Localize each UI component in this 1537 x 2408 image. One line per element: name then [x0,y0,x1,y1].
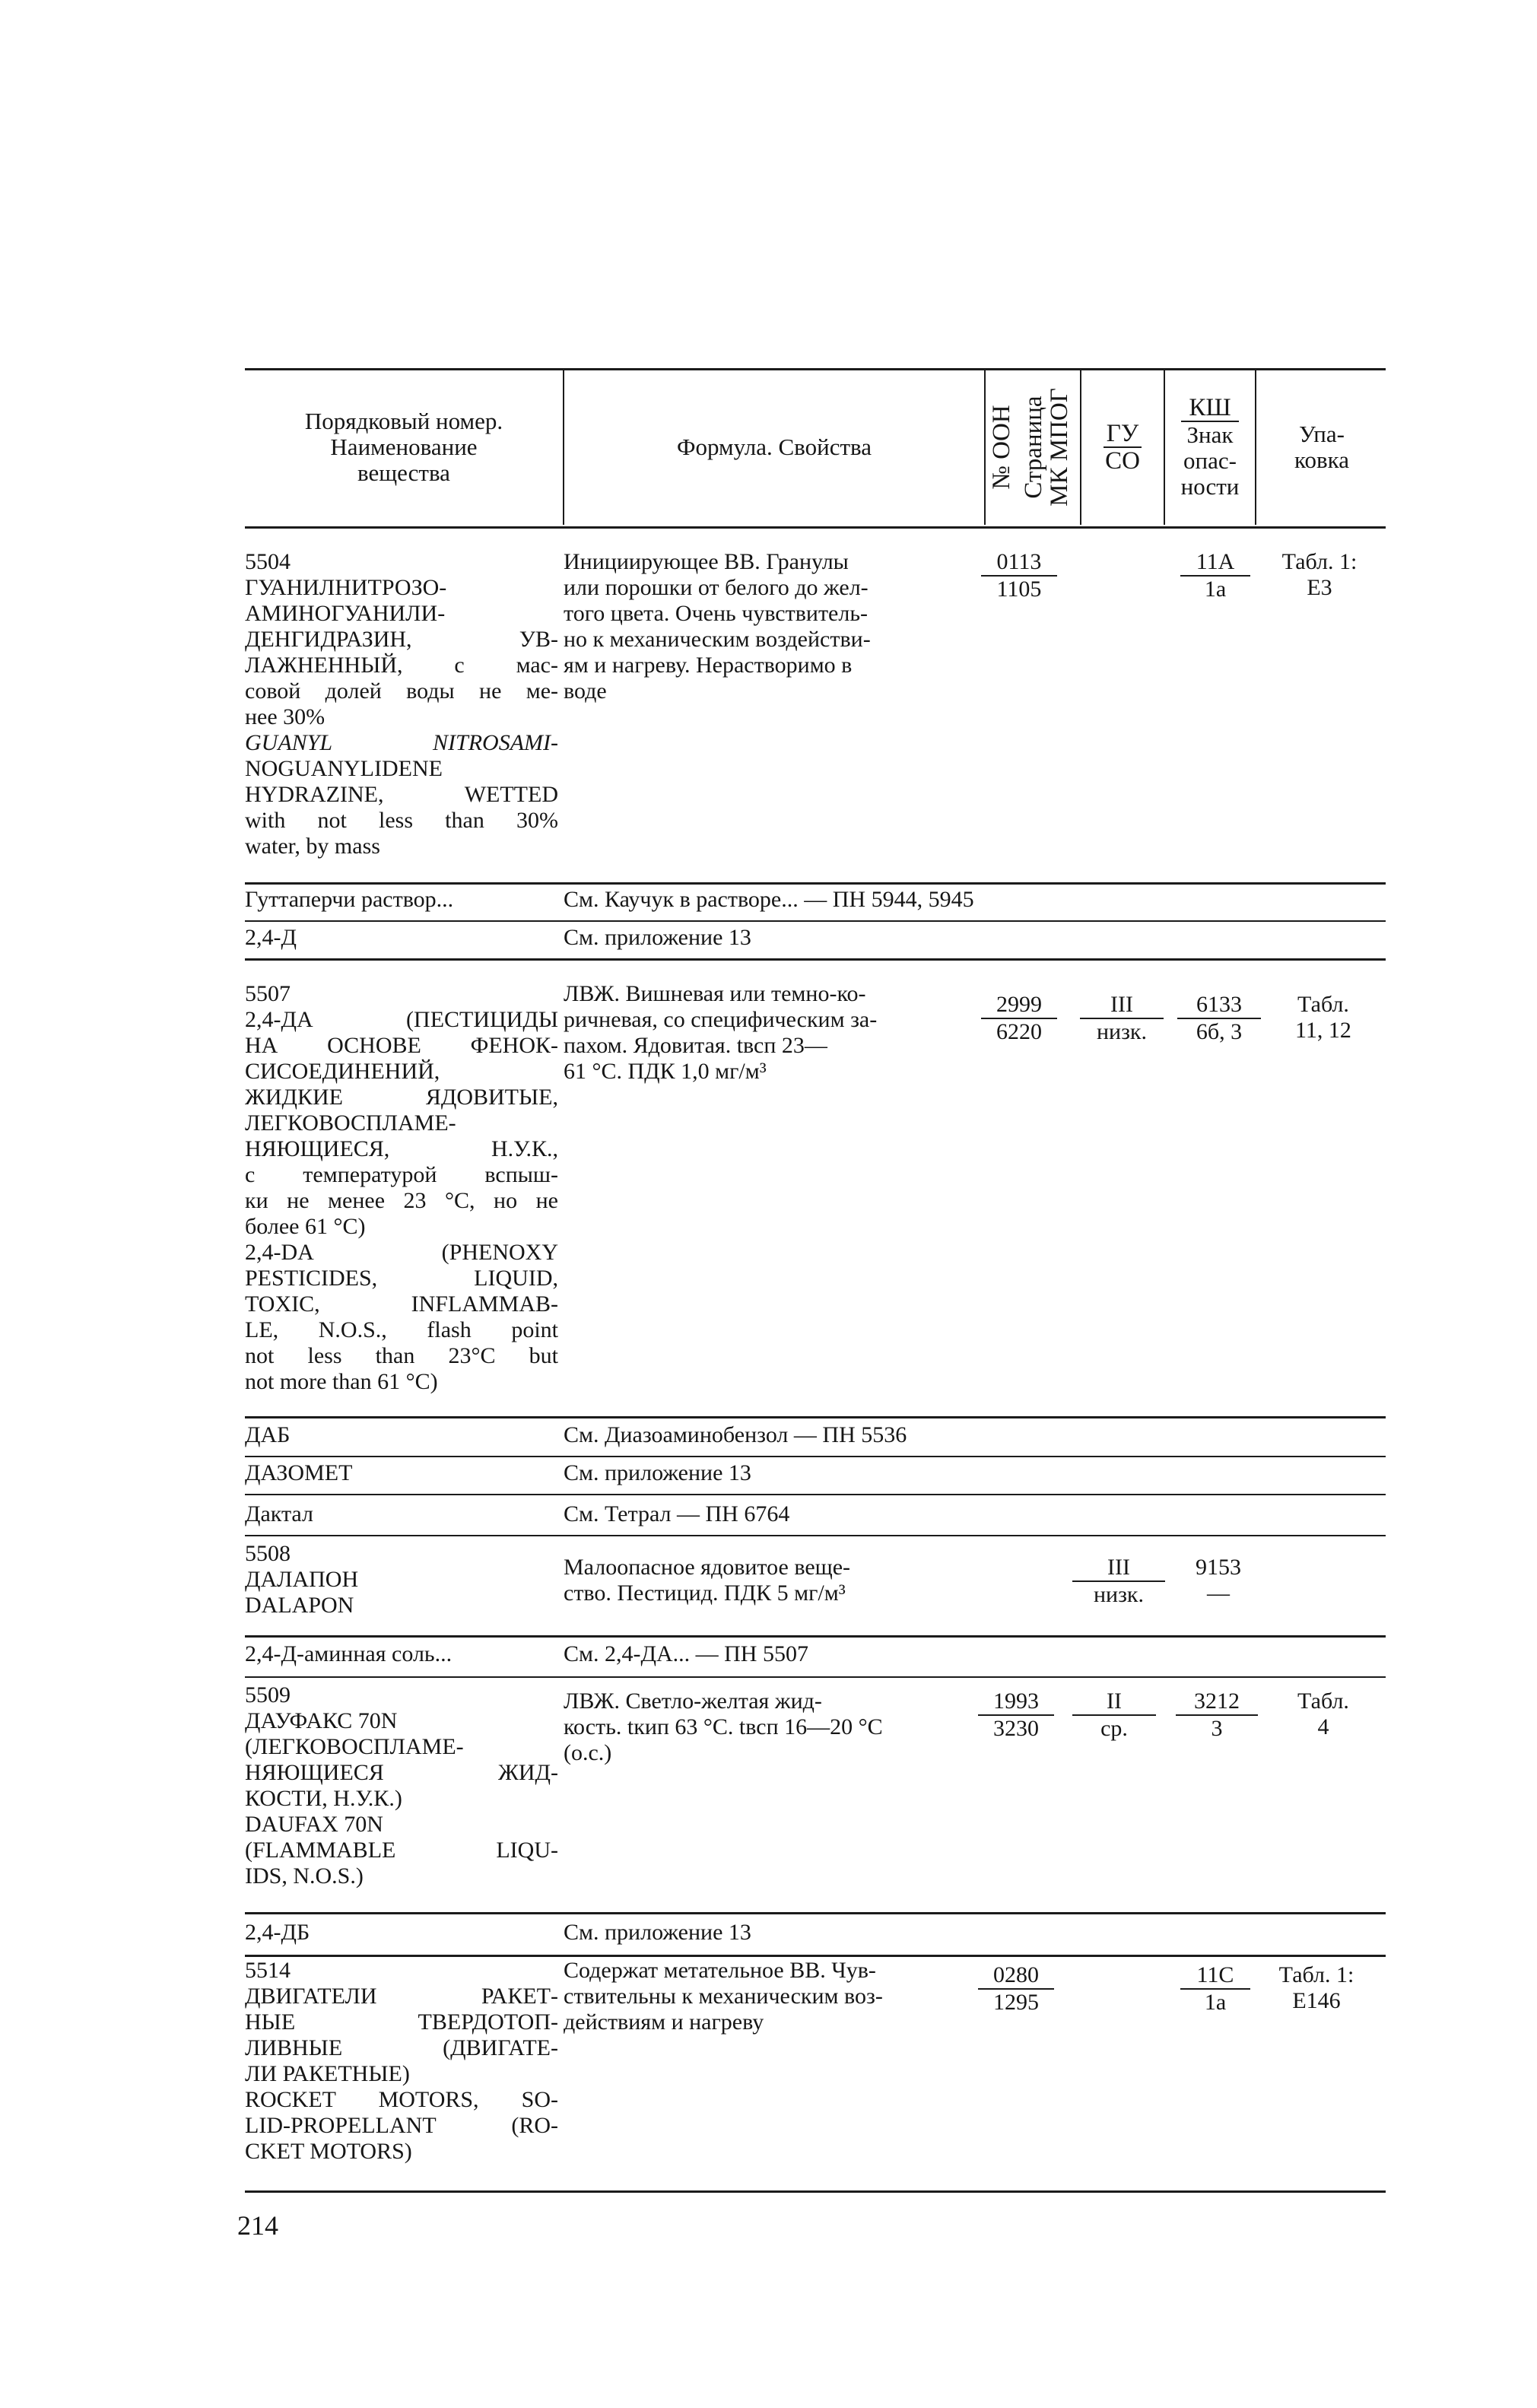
name-line: НА ОСНОВЕ ФЕНОК- [245,1033,558,1058]
entry-name: 2,4-Д-аминная соль... [245,1641,453,1666]
page-number: 214 [237,2210,278,2241]
packing-line: Табл. [1297,992,1349,1017]
row-rule [245,1494,1386,1495]
packing-line: Табл. 1: [1281,549,1358,574]
entry-name [245,981,558,1395]
header-ksh-top: КШ [1181,395,1240,422]
page-number-ref: 6220 [996,1019,1042,1044]
name-line: 5514 [245,1958,291,1983]
name-line: HYDRAZINE, WETTED [245,782,558,807]
un-number: 0113 [981,549,1057,577]
entry-properties: См. приложение 13 [564,1920,751,1945]
name-line: НЫЕ ТВЕРДОТОП- [245,2009,558,2035]
packing [1270,1688,1377,1740]
props-line: ЛВЖ. Светло-желтая жид- [564,1688,822,1714]
header-pack-col [1258,370,1386,525]
name-line: TOXIC, INFLAMMAB- [245,1291,558,1317]
entry-name [245,1541,558,1619]
ksh-fraction [1177,992,1261,1045]
page-number-ref: 3230 [993,1716,1039,1741]
props-line: Инициирующее ВВ. Гранулы [564,549,849,574]
entry-name [245,1958,558,2165]
name-line: ЖИДКИЕ ЯДОВИТЫЕ, [245,1085,558,1110]
entry-properties [564,981,974,1085]
entry-properties [564,1958,974,2035]
name-line: LID-PROPELLANT (RO- [245,2113,558,2138]
row-rule [245,958,1386,961]
page-number-ref: 1105 [996,577,1042,602]
packing-line: 11, 12 [1295,1018,1351,1043]
un-page-fraction [981,992,1057,1045]
name-line: КОСТИ, Н.У.К.) [245,1786,402,1811]
header-ksh-line: Знак [1186,421,1234,448]
packing-group: II [1072,1688,1156,1716]
packing-group: III [1080,992,1164,1019]
hazard-sign: — [1207,1580,1230,1606]
entry-properties: См. приложение 13 [564,1460,751,1485]
header-bottom-rule [245,526,1386,529]
un-number: 1993 [978,1688,1054,1716]
name-line: ДАУФАКС 70N [245,1708,398,1733]
name-line: DALAPON [245,1593,354,1618]
header-un-col [989,370,1015,525]
row-rule [245,1676,1386,1678]
name-line: ЛАЖНЕННЫЙ, с мас- [245,653,558,678]
header-gu-col [1081,370,1164,525]
header-pack-line: ковка [1294,446,1349,473]
row-rule [245,1456,1386,1457]
name-line: ГУАНИЛНИТРОЗО- [245,575,447,600]
name-line: PESTICIDES, LIQUID, [245,1266,558,1291]
un-number: 2999 [981,992,1057,1019]
gu-fraction [1072,1688,1156,1742]
header-name-col [245,370,563,525]
row-rule [245,920,1386,922]
name-line: более 61 °С) [245,1214,366,1239]
props-line: воде [564,678,607,704]
header-gu-top: ГУ [1104,421,1142,448]
name-line: CKET MOTORS) [245,2139,412,2164]
props-line: действиям и нагреву [564,2009,764,2035]
name-line: LE, N.O.S., flash point [245,1317,558,1342]
name-line: с температурой вспыш- [245,1162,558,1187]
ksh-cell [1180,1555,1256,1606]
ksh-fraction [1180,1962,1250,2016]
name-line: IDS, N.O.S.) [245,1863,364,1889]
table-header [245,370,1386,525]
entry-properties: См. Диазоаминобензол — ПН 5536 [564,1422,907,1447]
packing-line: Табл. 1: [1278,1962,1354,1987]
entry-name: ДАБ [245,1422,291,1447]
props-line: Малоопасное ядовитое веще- [564,1555,851,1580]
name-line: (ЛЕГКОВОСПЛАМЕ- [245,1734,464,1759]
header-page-col [1046,370,1072,525]
name-line: НЯЮЩИЕСЯ, Н.У.К., [245,1136,558,1161]
header-page-label: Страница [1020,396,1047,499]
props-line: пахом. Ядовитая. tвсп 23— [564,1033,827,1058]
props-line: ям и нагреву. Нерастворимо в [564,653,853,678]
un-number: 0280 [978,1962,1054,1990]
name-line: ROCKET MOTORS, SO- [245,2087,558,2112]
props-line: или порошки от белого до жел- [564,575,869,600]
header-name-line: вещества [357,459,450,486]
entry-properties: См. приложение 13 [564,925,751,950]
ksh-code: 9153 [1196,1555,1241,1580]
header-gu-bottom: СО [1105,447,1140,475]
entry-name: 2,4-ДБ [245,1920,310,1945]
name-line: 5507 [245,981,291,1006]
name-line: 2,4-DA (PHENOXY [245,1240,558,1265]
name-line: (FLAMMABLE LIQU- [245,1838,558,1863]
row-rule [245,1635,1386,1638]
packing [1262,549,1377,601]
un-page-fraction [978,1688,1054,1742]
header-un-label: № ООН [988,405,1015,490]
row-rule [245,1955,1386,1957]
name-line: 5508 [245,1541,291,1566]
header-pack-line: Упа- [1299,421,1345,447]
name-line: ЛИ РАКЕТНЫЕ) [245,2061,410,2086]
props-line: но к механическим воздействи- [564,627,871,652]
hazard-degree: ср. [1100,1716,1128,1741]
gu-fraction [1080,992,1164,1045]
name-line: ДВИГАТЕЛИ РАКЕТ- [245,1984,558,2009]
entry-name [245,1682,558,1889]
entry-name [245,549,558,859]
name-line: with not less than 30% [245,808,558,833]
ksh-code: 11A [1180,549,1250,577]
entry-properties: См. Каучук в растворе... — ПН 5944, 5945 [564,887,974,912]
header-page-col [1021,370,1046,525]
header-name-line: Порядковый номер. [304,408,503,434]
packing-line: E146 [1292,1988,1341,2013]
row-rule [245,1535,1386,1536]
page-number-ref: 1295 [993,1990,1039,2015]
header-page-label: МК МПОГ [1046,388,1073,507]
props-line: ство. Пестицид. ПДК 5 мг/м³ [564,1580,846,1606]
name-line: ЛИВНЫЕ (ДВИГАТЕ- [245,2035,558,2060]
ksh-code: 11C [1180,1962,1250,1990]
name-line: NOGUANYLIDENE [245,756,443,781]
ksh-fraction [1176,1688,1258,1742]
un-page-fraction [978,1962,1054,2016]
props-line: (о.с.) [564,1740,612,1765]
header-ksh-line: опас- [1183,447,1237,474]
row-rule [245,1416,1386,1418]
table-bottom-rule [245,2190,1386,2193]
header-formula-label: Формула. Свойства [677,434,872,460]
entry-properties [564,1555,974,1606]
entry-properties [564,1688,974,1766]
un-page-fraction [981,549,1057,602]
entry-properties: См. 2,4-ДА... — ПН 5507 [564,1641,808,1666]
name-line: 5504 [245,549,291,574]
ksh-code: 6133 [1177,992,1261,1019]
props-line: ричневая, со специфическим за- [564,1007,878,1032]
name-line: ки не менее 23 °С, но не [245,1188,558,1213]
name-line: нее 30% [245,704,326,729]
hazard-degree: низк. [1096,1019,1148,1044]
gu-fraction [1072,1555,1165,1608]
packing [1270,992,1377,1044]
hazard-sign: 3 [1211,1716,1223,1741]
header-formula-col [564,370,984,525]
entry-name: ДАЗОМЕТ [245,1460,353,1485]
name-line: 2,4-ДА (ПЕСТИЦИДЫ [245,1007,558,1032]
packing-line: 4 [1317,1714,1329,1739]
header-ksh-line: ности [1180,473,1240,500]
name-line: ДЕНГИДРАЗИН, УВ- [245,627,558,652]
props-line: ствительны к механическим воз- [564,1984,883,2009]
name-line: совой долей воды не ме- [245,678,558,704]
packing [1259,1962,1373,2014]
name-line: СИСОЕДИНЕНИЙ, [245,1059,440,1084]
name-line: water, by mass [245,834,380,859]
name-line: АМИНОГУАНИЛИ- [245,601,446,626]
name-line: not less than 23°C but [245,1343,558,1368]
props-line: Содержат метательное ВВ. Чув- [564,1958,876,1983]
header-ksh-col [1165,370,1255,525]
packing-line: Табл. [1297,1688,1349,1714]
packing-group: III [1072,1555,1165,1582]
name-line: ЛЕГКОВОСПЛАМЕ- [245,1110,456,1136]
name-line: 5509 [245,1682,291,1708]
entry-name: Гуттаперчи раствор... [245,887,454,912]
props-line: кость. tкип 63 °С. tвсп 16—20 °С [564,1714,883,1739]
ksh-code: 3212 [1176,1688,1258,1716]
props-line: ЛВЖ. Вишневая или темно-ко- [564,981,866,1006]
name-line: НЯЮЩИЕСЯ ЖИД- [245,1760,558,1785]
name-line: GUANYL NITROSAMI- [245,730,558,755]
row-rule [245,1912,1386,1914]
entry-properties [564,549,974,704]
hazard-degree: низк. [1093,1582,1145,1607]
hazard-sign: 6б, 3 [1196,1019,1243,1044]
entry-name: Дактал [245,1501,313,1526]
props-line: 61 °С. ПДК 1,0 мг/м³ [564,1059,767,1084]
name-line: not more than 61 °C) [245,1369,438,1394]
row-rule [245,882,1386,885]
header-name-line: Наименование [330,434,478,460]
hazard-sign: 1a [1204,1990,1227,2015]
entry-name: 2,4-Д [245,925,297,950]
name-line: DAUFAX 70N [245,1812,383,1837]
entry-properties: См. Тетрал — ПН 6764 [564,1501,790,1526]
packing-line: E3 [1307,575,1332,600]
name-line: ДАЛАПОН [245,1567,359,1592]
props-line: того цвета. Очень чувствитель- [564,601,869,626]
hazard-sign: 1a [1204,577,1227,602]
ksh-fraction [1180,549,1250,602]
